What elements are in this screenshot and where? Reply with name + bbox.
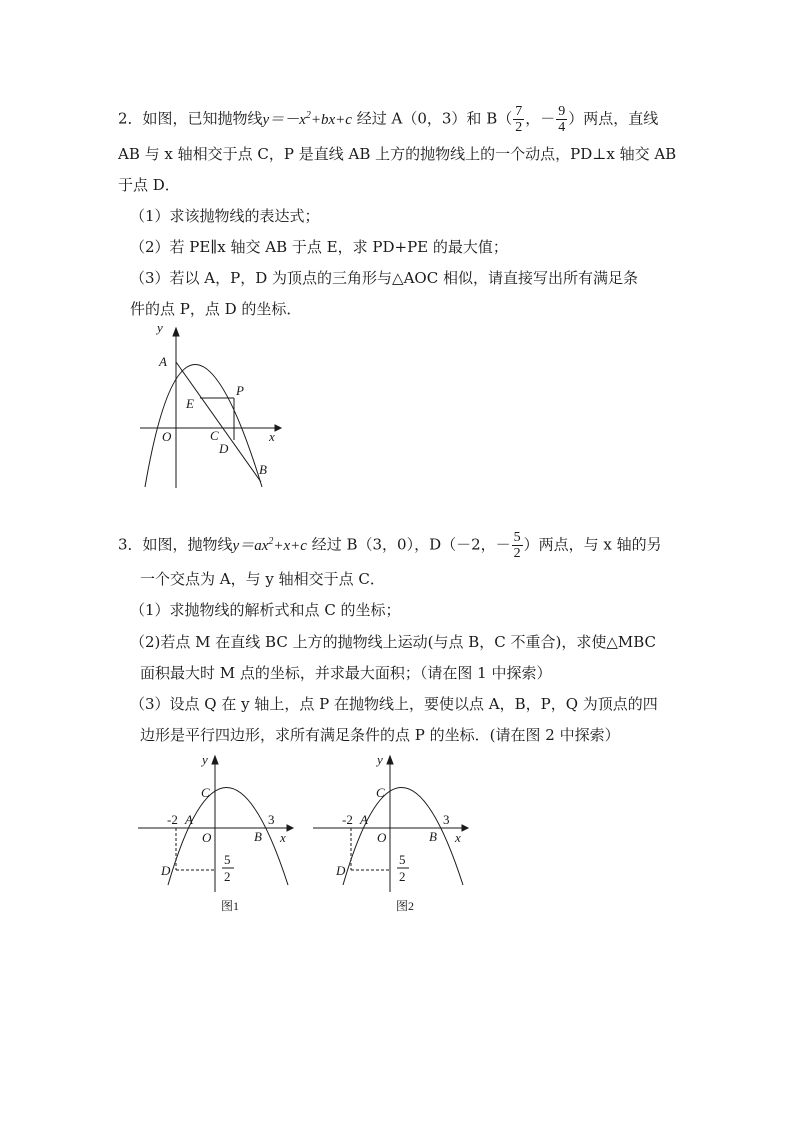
label-b: B [254,829,262,844]
label-a: A [159,354,167,369]
p2-eq-exp: 2 [305,109,311,121]
p3-tail: ）两点，与 x 轴的另 [523,535,662,554]
caption: 图1 [221,899,240,913]
p2-line-3: 于点 D． [118,176,180,194]
y-arrow [173,328,179,336]
p2-point-a: A（0，3）和 [391,109,487,128]
p3-intro: 3．如图，抛物线 [118,535,233,554]
p3-question-1: （1）求抛物线的解析式和点 C 的坐标； [130,601,401,619]
label-x: x [269,429,275,444]
p2-point-b: B（ [486,109,513,128]
p3-question-3b: 边形是平行四边形，求所有满足条件的点 P 的坐标．(请在图 2 中探索） [140,726,620,744]
frac-den: 4 [558,120,566,135]
label-c: C [210,428,219,443]
p2-question-2: （2）若 PE∥x 轴交 AB 于点 E，求 PD+PE 的最大值； [130,238,508,256]
label-c: C [201,785,210,800]
x-arrow [287,825,293,831]
p2-question-3a: （3）若以 A，P，D 为顶点的三角形与△AOC 相似，请直接写出所有满足条 [130,269,638,287]
label-x: x [280,830,286,845]
p3-line-2: 一个交点为 A，与 y 轴相交于点 C． [140,570,385,588]
p3-line-1 [118,530,662,561]
label-e: E [186,396,194,411]
p2-pass: 经过 [351,109,392,128]
label-y: y [377,752,383,767]
p2-sep: ，－ [525,109,556,128]
label-d: D [336,863,346,878]
label-x: x [455,830,461,845]
p2-question-3b: 件的点 P，点 D 的坐标． [130,300,302,318]
frac-num-5: 5 [399,852,406,867]
frac-den: 2 [513,546,521,561]
p3-eq-rest: +x+c [273,537,307,554]
label-c: C [376,785,385,800]
p2-line-1 [118,104,658,135]
frac-den-2: 2 [399,869,406,884]
p3-eq-part: y＝ax [232,537,269,554]
label-o: O [377,830,387,845]
label-y: y [202,752,208,767]
label-o: O [202,830,212,845]
p2-figure [135,322,285,492]
p3-question-2b: 面积最大时 M 点的坐标，并求最大面积；（请在图 1 中探索） [140,664,552,682]
p2-question-1: （1）求该抛物线的表达式； [130,207,320,225]
p3-figure-1 [135,750,300,915]
p3-question-2a: （2)若点 M 在直线 BC 上方的抛物线上运动(与点 B，C 不重合)，求使△MBC [130,633,657,651]
label-3: 3 [268,812,275,827]
label-d: D [161,863,171,878]
label-y: y [157,322,163,335]
y-arrow [387,756,393,764]
p2-frac-7-2 [513,104,524,135]
p2-eq-part: y＝－x [262,111,306,128]
frac-den: 2 [515,120,523,135]
p3-question-3a: （3）设点 Q 在 y 轴上，点 P 在抛物线上，要使以点 A，B，P，Q 为顶点的四 [130,695,658,713]
p2-frac-9-4 [556,104,567,135]
label-a: A [185,812,193,827]
caption: 图2 [396,899,415,913]
p3-frac-5-2 [512,530,523,561]
p3-equation [232,535,307,554]
label-b: B [259,462,267,477]
label-d: D [219,441,229,456]
frac-num: 5 [513,530,521,545]
label-o: O [162,429,172,444]
p2-eq-rest: +bx+c [310,111,352,128]
p3-eq-exp: 2 [268,535,274,547]
p2-line-2: AB 与 x 轴相交于点 C，P 是直线 AB 上方的抛物线上的一个动点，PD⊥x 轴交 AB [118,145,677,163]
frac-num-5: 5 [224,852,231,867]
x-arrow [462,825,468,831]
y-arrow [212,756,218,764]
parabola [145,365,262,488]
p2-equation [262,109,352,128]
label-minus-2: -2 [167,812,178,827]
label-3: 3 [443,812,450,827]
label-p: P [236,383,244,398]
label-minus-2: -2 [342,812,353,827]
label-a: A [360,812,368,827]
p3-figure-2 [310,750,475,915]
frac-den-2: 2 [224,869,231,884]
p3-points: 经过 B（3，0），D（－2，－ [306,535,511,554]
line-ab [176,362,261,482]
label-b: B [429,829,437,844]
p2-tail: ）两点，直线 [568,109,659,128]
frac-num: 9 [558,104,566,119]
p2-intro: 2．如图，已知抛物线 [118,109,263,128]
x-arrow [275,425,281,431]
frac-num: 7 [515,104,523,119]
